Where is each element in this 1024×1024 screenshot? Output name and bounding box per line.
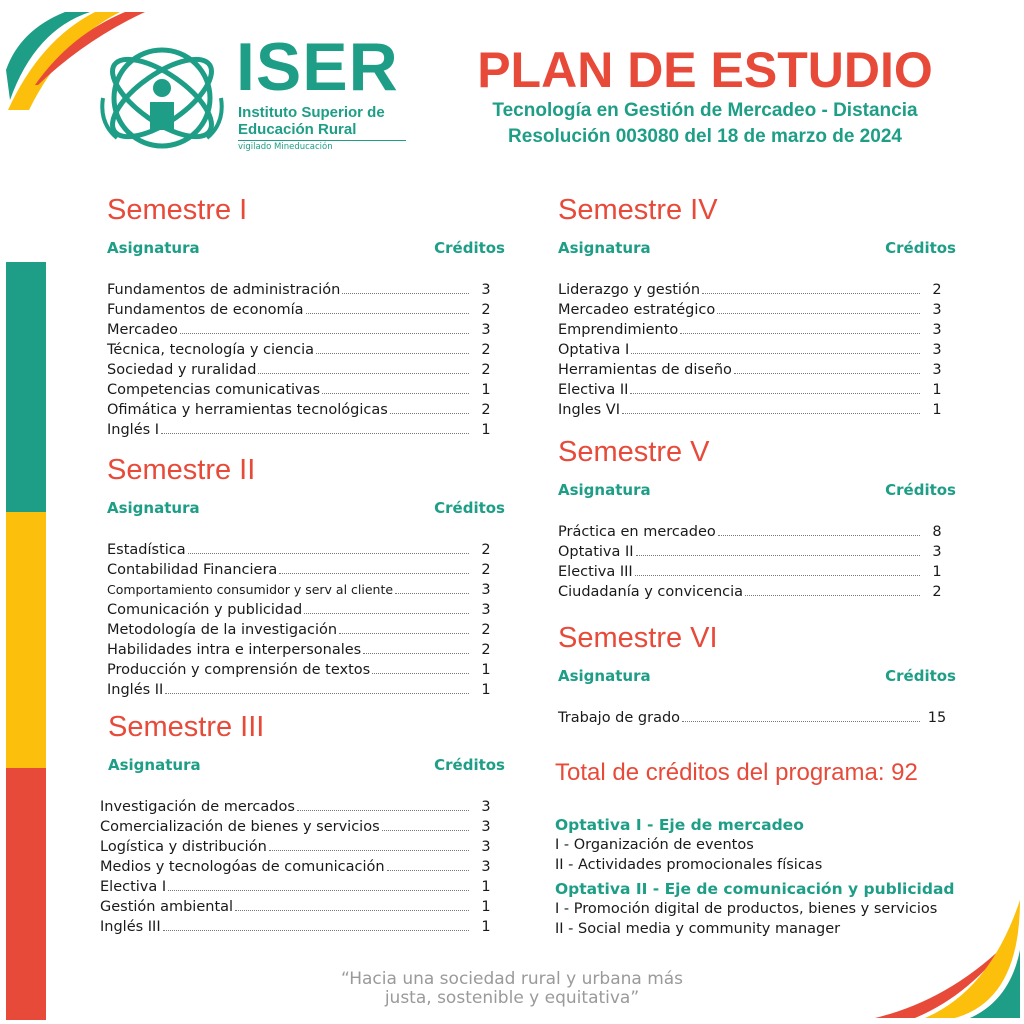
semester-block — [107, 456, 505, 699]
dot-leader — [163, 930, 469, 931]
course-name: Electiva III — [558, 564, 633, 580]
optativas — [555, 815, 955, 939]
course-credits: 3 — [932, 302, 942, 318]
dot-leader — [631, 353, 920, 354]
side-bar-red — [6, 768, 46, 1020]
dot-leader — [372, 673, 469, 674]
column-header — [558, 667, 956, 685]
dot-leader — [680, 333, 920, 334]
course-row — [100, 896, 505, 916]
course-credits: 1 — [932, 402, 942, 418]
credits-header: Créditos — [885, 239, 956, 257]
course-credits: 1 — [481, 919, 491, 935]
course-name: Mercadeo estratégico — [558, 302, 716, 318]
dot-leader — [622, 413, 920, 414]
semester-block — [558, 438, 956, 601]
course-credits: 1 — [481, 879, 491, 895]
quote-line1: “Hacia una sociedad rural y urbana más — [340, 969, 684, 989]
course-name: Electiva I — [100, 879, 167, 895]
course-name: Ofimática y herramientas tecnológicas — [107, 402, 388, 418]
dot-leader — [382, 830, 469, 831]
semester-title: Semestre VI — [558, 622, 718, 654]
dot-leader — [702, 293, 920, 294]
optativa-item: I - Organización de eventos — [555, 837, 754, 853]
course-name: Inglés II — [107, 682, 164, 698]
course-credits: 1 — [481, 422, 491, 438]
course-credits: 2 — [481, 402, 491, 418]
dot-leader — [188, 553, 469, 554]
course-credits: 3 — [481, 859, 491, 875]
course-row — [558, 339, 956, 359]
iser-emblem-icon — [95, 38, 230, 156]
side-bar-green — [6, 262, 46, 512]
dot-leader — [161, 433, 469, 434]
course-name: Inglés I — [107, 422, 160, 438]
course-name: Ciudadanía y convicencia — [558, 584, 744, 600]
dot-leader — [269, 850, 469, 851]
dot-leader — [258, 373, 469, 374]
column-header — [107, 239, 505, 257]
dot-leader — [630, 393, 920, 394]
course-row — [107, 419, 505, 439]
course-credits: 2 — [481, 302, 491, 318]
course-name: Comercialización de bienes y servicios — [100, 819, 380, 835]
course-row — [107, 359, 505, 379]
logo-line1: Instituto Superior de — [238, 104, 385, 121]
course-credits: 2 — [481, 622, 491, 638]
course-name: Contabilidad Financiera — [107, 562, 278, 578]
course-name: Práctica en mercadeo — [558, 524, 716, 540]
logo-institution — [238, 104, 385, 138]
dot-leader — [168, 890, 469, 891]
course-row — [558, 707, 956, 727]
course-row — [107, 299, 505, 319]
course-name: Mercadeo — [107, 322, 178, 338]
course-row — [100, 856, 505, 876]
course-credits: 2 — [932, 282, 942, 298]
dot-leader — [165, 693, 469, 694]
course-row — [107, 559, 505, 579]
course-credits: 3 — [481, 282, 491, 298]
course-credits: 15 — [927, 710, 947, 726]
subject-header: Asignatura — [108, 756, 201, 774]
course-name: Ingles VI — [558, 402, 620, 418]
semester-block — [107, 196, 505, 439]
course-row — [558, 561, 956, 581]
dot-leader — [745, 595, 920, 596]
course-row — [107, 599, 505, 619]
page-title: PLAN DE ESTUDIO — [477, 42, 933, 98]
optativa-title: Optativa II - Eje de comunicación y publicidad — [555, 880, 955, 898]
semester-title: Semestre III — [108, 711, 265, 743]
semester-title: Semestre I — [107, 194, 248, 226]
course-credits: 3 — [932, 342, 942, 358]
course-credits: 3 — [481, 819, 491, 835]
course-credits: 2 — [932, 584, 942, 600]
course-name: Comunicación y publicidad — [107, 602, 303, 618]
course-credits: 1 — [481, 382, 491, 398]
course-row — [558, 521, 956, 541]
column-header — [558, 239, 956, 257]
dot-leader — [717, 313, 920, 314]
course-row — [107, 539, 505, 559]
course-name: Fundamentos de economía — [107, 302, 304, 318]
course-name: Metodología de la investigación — [107, 622, 338, 638]
optativa-item: II - Actividades promocionales físicas — [555, 857, 823, 873]
dot-leader — [304, 613, 469, 614]
course-credits: 2 — [481, 562, 491, 578]
course-name: Emprendimiento — [558, 322, 679, 338]
dot-leader — [363, 653, 469, 654]
credits-header: Créditos — [885, 667, 956, 685]
credits-header: Créditos — [434, 239, 505, 257]
resolution: Resolución 003080 del 18 de marzo de 2024 — [508, 126, 902, 147]
page-header — [446, 42, 964, 150]
course-credits: 2 — [481, 542, 491, 558]
side-bar-yellow — [6, 512, 46, 768]
optativa-item: II - Social media y community manager — [555, 921, 841, 937]
course-name: Competencias comunicativas — [107, 382, 321, 398]
subject-header: Asignatura — [107, 239, 200, 257]
subject-header: Asignatura — [558, 481, 651, 499]
total-credits: Total de créditos del programa: 92 — [555, 759, 918, 786]
quote-line2: justa, sostenible y equitativa” — [384, 988, 640, 1008]
course-name: Habilidades intra e interpersonales — [107, 642, 362, 658]
dot-leader — [180, 333, 469, 334]
optativa-title: Optativa I - Eje de mercadeo — [555, 816, 804, 834]
course-name: Optativa II — [558, 544, 634, 560]
course-name: Herramientas de diseño — [558, 362, 732, 378]
course-credits: 1 — [932, 564, 942, 580]
course-credits: 3 — [481, 582, 491, 598]
course-row — [107, 339, 505, 359]
credits-header: Créditos — [885, 481, 956, 499]
course-name: Trabajo de grado — [558, 710, 681, 726]
course-row — [558, 299, 956, 319]
course-row — [107, 679, 505, 699]
subject-header: Asignatura — [558, 667, 651, 685]
logo-tagline: vigilado Mineducación — [238, 140, 406, 153]
dot-leader — [718, 535, 920, 536]
course-row — [558, 319, 956, 339]
credits-header: Créditos — [434, 499, 505, 517]
course-name: Logística y distribución — [100, 839, 267, 855]
course-name: Fundamentos de administración — [107, 282, 341, 298]
course-row — [107, 379, 505, 399]
course-credits: 1 — [481, 662, 491, 678]
semester-block — [100, 713, 505, 936]
logo-name: ISER — [236, 29, 399, 105]
course-credits: 1 — [481, 899, 491, 915]
dot-leader — [235, 910, 469, 911]
course-credits: 3 — [481, 602, 491, 618]
optativa-item: I - Promoción digital de productos, bienes y servicios — [555, 901, 938, 917]
dot-leader — [342, 293, 469, 294]
course-row — [558, 359, 956, 379]
course-row — [107, 639, 505, 659]
course-name: Producción y comprensión de textos — [107, 662, 371, 678]
course-row — [558, 581, 956, 601]
course-row — [107, 279, 505, 299]
course-credits: 8 — [932, 524, 942, 540]
credits-header: Créditos — [434, 756, 505, 774]
course-name: Investigación de mercados — [100, 799, 295, 815]
course-name: Estadística — [107, 542, 186, 558]
course-name: Electiva II — [558, 382, 629, 398]
dot-leader — [682, 721, 920, 722]
dot-leader — [297, 810, 469, 811]
dot-leader — [316, 353, 469, 354]
semester-title: Semestre II — [107, 454, 256, 486]
dot-leader — [322, 393, 469, 394]
column-header — [108, 756, 505, 774]
course-credits: 3 — [481, 799, 491, 815]
course-row — [107, 399, 505, 419]
semester-title: Semestre IV — [558, 194, 718, 226]
semester-block — [558, 196, 956, 419]
course-credits: 1 — [932, 382, 942, 398]
program-name: Tecnología en Gestión de Mercadeo - Distancia — [492, 100, 918, 121]
course-row — [558, 541, 956, 561]
course-name: Gestión ambiental — [100, 899, 234, 915]
subject-header: Asignatura — [107, 499, 200, 517]
course-row — [100, 836, 505, 856]
course-row — [558, 279, 956, 299]
course-credits: 2 — [481, 642, 491, 658]
course-name: Medios y tecnologóas de comunicación — [100, 859, 385, 875]
column-header — [107, 499, 505, 517]
course-name: Sociedad y ruralidad — [107, 362, 257, 378]
course-name: Comportamiento consumidor y serv al cliente — [107, 582, 394, 597]
course-row — [100, 876, 505, 896]
dot-leader — [636, 555, 920, 556]
course-credits: 3 — [481, 839, 491, 855]
course-row — [100, 816, 505, 836]
semester-title: Semestre V — [558, 436, 710, 468]
course-credits: 2 — [481, 362, 491, 378]
subject-header: Asignatura — [558, 239, 651, 257]
dot-leader — [734, 373, 920, 374]
course-credits: 3 — [932, 322, 942, 338]
course-credits: 3 — [481, 322, 491, 338]
course-row — [107, 659, 505, 679]
course-name: Liderazgo y gestión — [558, 282, 701, 298]
column-header — [558, 481, 956, 499]
dot-leader — [387, 870, 469, 871]
dot-leader — [390, 413, 469, 414]
dot-leader — [339, 633, 469, 634]
course-credits: 3 — [932, 544, 942, 560]
course-row — [558, 399, 956, 419]
course-name: Técnica, tecnología y ciencia — [107, 342, 315, 358]
course-row — [100, 796, 505, 816]
quote — [300, 970, 724, 1008]
dot-leader — [279, 573, 469, 574]
course-credits: 2 — [481, 342, 491, 358]
course-row — [107, 319, 505, 339]
course-name: Inglés III — [100, 919, 161, 935]
dot-leader — [635, 575, 920, 576]
course-row — [100, 916, 505, 936]
course-credits: 3 — [932, 362, 942, 378]
course-row — [107, 579, 505, 599]
course-credits: 1 — [481, 682, 491, 698]
course-row — [107, 619, 505, 639]
logo-line2: Educación Rural — [238, 121, 357, 138]
course-row — [558, 379, 956, 399]
dot-leader — [395, 593, 469, 594]
semester-block — [558, 624, 956, 727]
course-name: Optativa I — [558, 342, 630, 358]
dot-leader — [306, 313, 469, 314]
